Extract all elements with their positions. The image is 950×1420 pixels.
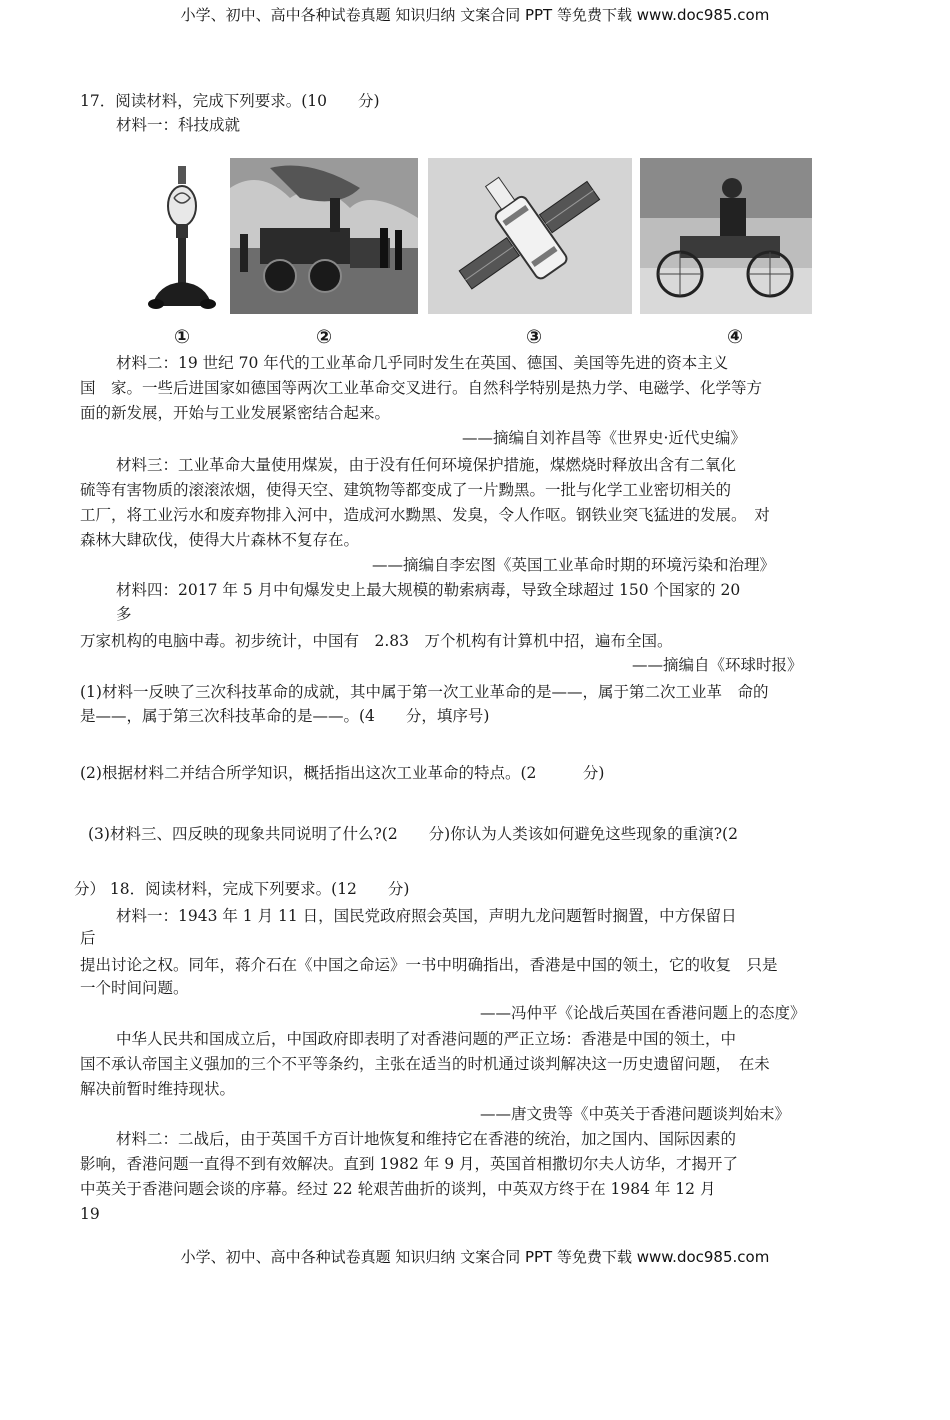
q17-m4-line: 多: [116, 605, 132, 623]
q18-m2-line: 材料二：二战后，由于英国千方百计地恢复和维持它在香港的统治，加之国内、国际因素的: [116, 1130, 737, 1148]
q18-m1-line: 提出讨论之权。同年，蒋介石在《中国之命运》一书中明确指出，香港是中国的领土，它的收复 只是: [80, 956, 778, 974]
q17-m4-line: 万家机构的电脑中毒。初步统计，中国有 2.83 万个机构有计算机中招，遍布全国。: [80, 632, 673, 650]
q17-m4-line: 材料四：2017 年 5 月中旬爆发史上最大规模的勒索病毒，导致全球超过 150 个国家的 20: [116, 581, 741, 599]
space-station-photo: [428, 158, 632, 314]
q17-m4-source: ——摘编自《环球时报》: [632, 656, 803, 674]
q18-m1-line: 后: [80, 929, 96, 947]
q17-title: 17．阅读材料，完成下列要求。(10 分): [80, 92, 380, 110]
pic-number-2: ②: [316, 326, 333, 348]
q17-material1-label: 材料一：科技成就: [116, 116, 241, 134]
q18-m1b-line: 解决前暂时维持现状。: [80, 1080, 236, 1098]
q17-sub2: (2)根据材料二并结合所学知识，概括指出这次工业革命的特点。(2 分): [80, 764, 605, 782]
q17-m3-line: 森林大肆砍伐，使得大片森林不复存在。: [80, 531, 360, 549]
electric-lamp-photo: [138, 158, 226, 314]
pic-number-4: ④: [727, 326, 744, 348]
q17-m2-line: 国 家。一些后进国家如德国等两次工业革命交叉进行。自然科学特别是热力学、电磁学、化学等方: [80, 379, 763, 397]
q17-m3-line: 硫等有害物质的滚滚浓烟，使得天空、建筑物等都变成了一片黝黑。一批与化学工业密切相关的: [80, 481, 732, 499]
page-header: 小学、初中、高中各种试卷真题 知识归纳 文案合同 PPT 等免费下载 www.doc985.com: [180, 6, 770, 24]
q18-m1b-source: ——唐文贵等《中英关于香港问题谈判始末》: [480, 1105, 791, 1123]
q18-m2-line: 中英关于香港问题会谈的序幕。经过 22 轮艰苦曲折的谈判，中英双方终于在 1984 年 12 月: [80, 1180, 716, 1198]
steam-locomotive-photo: [230, 158, 418, 314]
q17-m3-line: 材料三：工业革命大量使用煤炭，由于没有任何环境保护措施，煤燃烧时释放出含有二氧化: [116, 456, 737, 474]
q18-m2-line: 影响，香港问题一直得不到有效解决。直到 1982 年 9 月，英国首相撒切尔夫人访华，才揭开了: [80, 1155, 739, 1173]
q18-m1-line: 一个时间问题。: [80, 979, 189, 997]
q17-m3-source: ——摘编自李宏图《英国工业革命时期的环境污染和治理》: [372, 556, 776, 574]
q17-m3-line: 工厂，将工业污水和废弃物排入河中，造成河水黝黑、发臭，令人作呕。钢铁业突飞猛进的发展。 对: [80, 506, 770, 524]
q17-sub1-line: 是——，属于第三次科技革命的是——。(4 分，填序号): [80, 707, 490, 725]
early-automobile-photo: [640, 158, 812, 314]
q18-m1-source: ——冯仲平《论战后英国在香港问题上的态度》: [480, 1004, 806, 1022]
q18-m1b-line: 国不承认帝国主义强加的三个不平等条约，主张在适当的时机通过谈判解决这一历史遗留问题， 在未: [80, 1055, 770, 1073]
q17-sub3: (3)材料三、四反映的现象共同说明了什么?(2 分)你认为人类该如何避免这些现象的重演?(2: [88, 825, 738, 843]
q18-m1-line: 材料一：1943 年 1 月 11 日，国民党政府照会英国，声明九龙问题暂时搁置，中方保留日: [116, 907, 737, 925]
pic-number-3: ③: [526, 326, 543, 348]
q17-m2-source: ——摘编自刘祚昌等《世界史·近代史编》: [462, 429, 746, 447]
pic-number-1: ①: [174, 326, 191, 348]
q18-title: 分） 18．阅读材料，完成下列要求。(12 分): [74, 880, 410, 898]
q18-m1b-line: 中华人民共和国成立后，中国政府即表明了对香港问题的严正立场：香港是中国的领土，中: [116, 1030, 737, 1048]
q18-m2-line: 19: [80, 1205, 100, 1223]
page-footer: 小学、初中、高中各种试卷真题 知识归纳 文案合同 PPT 等免费下载 www.doc985.com: [180, 1248, 770, 1266]
q17-sub1-line: (1)材料一反映了三次科技革命的成就，其中属于第一次工业革命的是——，属于第二次工业革 命的: [80, 683, 769, 701]
q17-m2-line: 材料二：19 世纪 70 年代的工业革命几乎同时发生在英国、德国、美国等先进的资本主义: [116, 354, 729, 372]
q17-m2-line: 面的新发展，开始与工业发展紧密结合起来。: [80, 404, 391, 422]
